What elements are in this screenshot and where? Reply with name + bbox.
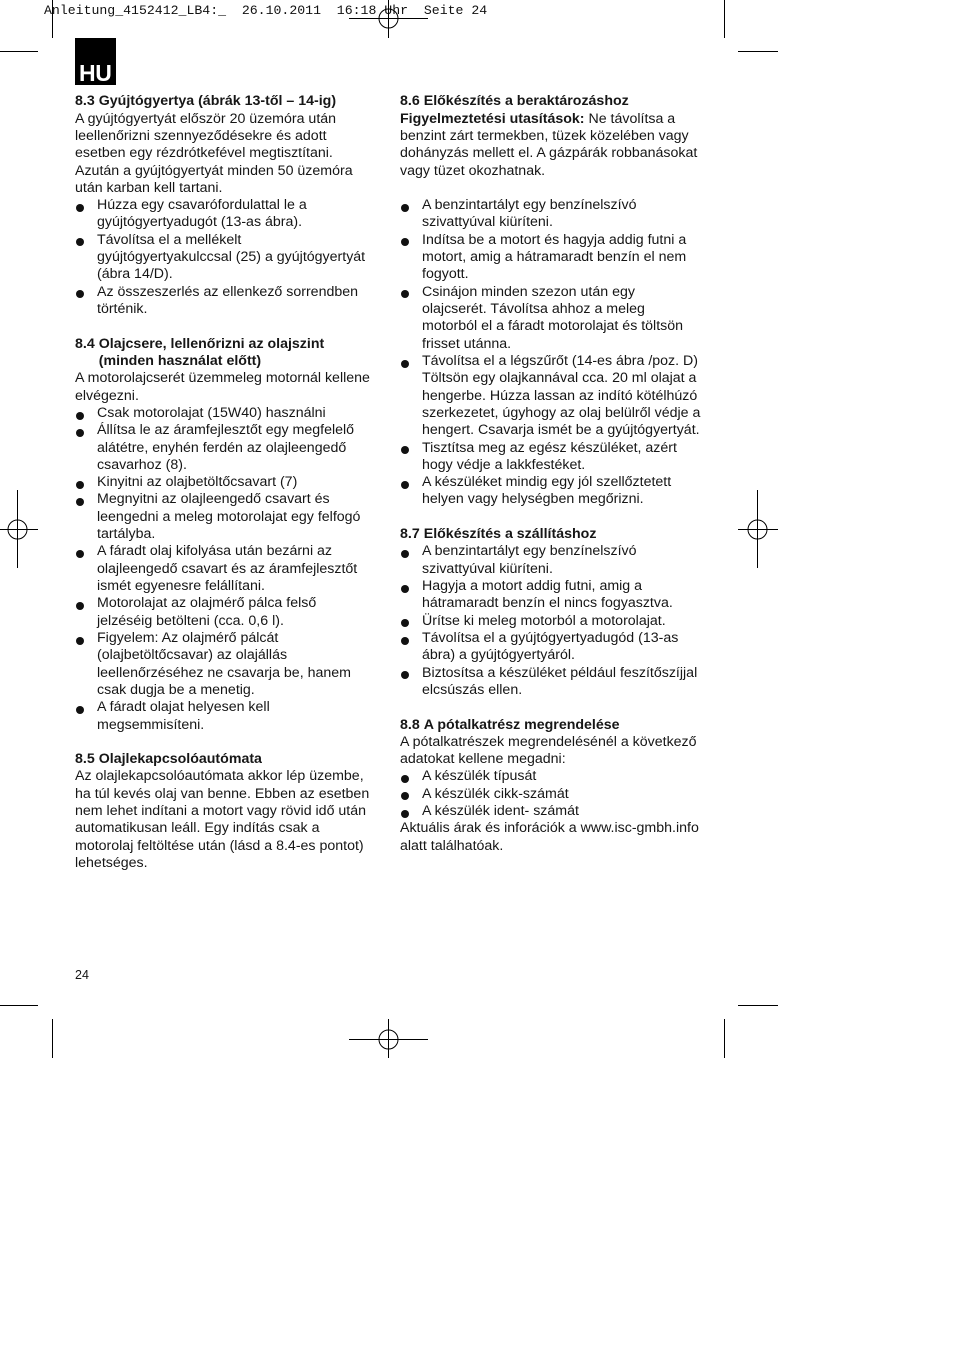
text-line: A benzintartályt egy benzínelszívó	[422, 543, 637, 560]
bullet-dot	[401, 810, 409, 818]
bullet-item	[400, 440, 730, 475]
warning-label: Figyelmeztetési utasítások:	[400, 110, 585, 127]
text-line: A benzintartályt egy benzínelszívó	[422, 197, 637, 214]
bullet-item	[400, 768, 730, 785]
text-line: szerkezetet, úgyhogy az olaj belülről védje a	[422, 404, 701, 421]
bullet-dot	[401, 619, 409, 627]
spacer	[400, 699, 730, 716]
text-line: Húzza egy csavarófordulattal le a	[97, 197, 307, 214]
bullet-text	[97, 197, 385, 232]
section-number: 8.5	[75, 751, 95, 768]
bullet-text	[422, 284, 730, 353]
text-line: Figyelem: Az olajmérő pálcát	[97, 629, 279, 646]
registration-mark-right	[738, 490, 778, 568]
bullet-text	[422, 197, 730, 232]
bullet-dot	[401, 792, 409, 800]
text-line: vagy tüzet okozhatnak.	[400, 162, 546, 179]
text-line: Távolítsa el a légszűrőt (14-es ábra /poz. D)	[422, 352, 698, 369]
section-number: 8.4	[75, 335, 95, 352]
print-slug-line: Anleitung_4152412_LB4:_ 26.10.2011 16:18 Uhr Seite 24	[44, 3, 488, 18]
text-line: után karban kell tartani.	[75, 179, 223, 196]
bullet-item	[75, 699, 385, 734]
crop-mark-bottom-right	[725, 1006, 779, 1059]
bullet-text	[422, 440, 730, 475]
left-column	[75, 93, 385, 872]
text-line: csak dugja be a menetig.	[97, 681, 255, 698]
bullet-dot	[401, 637, 409, 645]
section-title	[424, 93, 629, 110]
text-line: frisset utánna.	[422, 335, 512, 352]
section-heading	[400, 526, 730, 543]
bullet-dot	[401, 671, 409, 679]
section-8-7	[400, 526, 730, 699]
text-line: Azután a gyújtógyertyát minden 50 üzemóra	[75, 162, 353, 179]
text-line: elcsúszás ellen.	[422, 681, 523, 698]
section-number: 8.8	[400, 716, 420, 733]
section-number: 8.7	[400, 526, 420, 543]
bullet-item	[400, 543, 730, 578]
bullet-dot	[76, 429, 84, 437]
section-heading	[75, 751, 385, 768]
bullet-dot	[76, 706, 84, 714]
bullet-text	[422, 665, 730, 700]
text-line: csavarhoz (8).	[97, 456, 187, 473]
bullet-list	[400, 543, 730, 699]
text-line: motorolaj feltöltése után (lásd a 8.4-es pontot)	[75, 837, 364, 854]
section-paragraph	[75, 768, 385, 872]
section-title	[424, 717, 620, 734]
bullet-item	[400, 630, 730, 665]
bullet-item	[75, 405, 385, 422]
bullet-dot	[401, 204, 409, 212]
bullet-text	[97, 595, 385, 630]
text-line: Motorolajat az olajmérő pálca felső	[97, 595, 317, 612]
bullet-text	[97, 491, 385, 543]
section-number: 8.3	[75, 93, 95, 110]
text-line: A készülék ident- számát	[422, 803, 579, 820]
text-line: Indítsa be a motort és hagyja addig futni a	[422, 231, 687, 248]
text-line: hengerbe. Húzza lassan az indító kötélhúzó	[422, 387, 698, 404]
section-paragraph	[75, 370, 385, 405]
bullet-list	[75, 405, 385, 734]
bullet-text	[97, 284, 385, 319]
text-line: Biztosítsa a készüléket például feszítőszíjjal	[422, 664, 698, 681]
page-number: 24	[75, 968, 89, 982]
bullet-text	[97, 422, 385, 474]
text-line: motorból el a fáradt motorolajat és töltsön	[422, 318, 684, 335]
bullet-list	[400, 768, 730, 820]
section-paragraph	[400, 820, 730, 855]
bullet-text	[97, 543, 385, 595]
bullet-item	[75, 284, 385, 319]
text-line: alatt találhatóak.	[400, 837, 504, 854]
bullet-item	[400, 232, 730, 284]
warning-text: Ne távolítsa a	[588, 110, 676, 127]
spacer	[400, 180, 730, 197]
bullet-dot	[76, 238, 84, 246]
spacer	[75, 318, 385, 335]
text-line: ismét egyenesre felállítani.	[97, 578, 265, 595]
bullet-dot	[76, 498, 84, 506]
spacer	[75, 734, 385, 751]
bullet-dot	[76, 637, 84, 645]
text-line: ábra) a gyújtógyertyáról.	[422, 647, 575, 664]
text-line: Csinájon minden szezon után egy	[422, 283, 635, 300]
text-line: hengert. Csavarja ismét be a gyújtógyertyát.	[422, 422, 700, 439]
text-line: (minden használat előtt)	[98, 352, 262, 369]
bullet-dot	[401, 238, 409, 246]
section-heading	[75, 93, 385, 110]
bullet-dot	[401, 775, 409, 783]
bullet-list	[75, 197, 385, 318]
text-line: Kinyitni az olajbetöltőcsavart (7)	[97, 474, 298, 491]
text-line: ha túl kevés olaj van benne. Ebben az esetben	[75, 785, 370, 802]
bullet-item	[75, 232, 385, 284]
bullet-text	[97, 232, 385, 284]
text-line: hogy védje a lakkfestéket.	[422, 456, 586, 473]
bullet-text	[422, 543, 730, 578]
text-line: gyújtógyertyakulccsal (25) a gyújtógyertyát	[97, 249, 366, 266]
bullet-dot	[401, 446, 409, 454]
bullet-dot	[401, 481, 409, 489]
text-line: Gyújtógyertya (ábrák 13-től – 14-ig)	[98, 93, 337, 110]
text-line: fogyott.	[422, 266, 469, 283]
bullet-item	[400, 786, 730, 803]
bullet-item	[75, 543, 385, 595]
text-line: benzint zárt termekben, tüzek közelében vagy	[400, 127, 689, 144]
text-line: Tisztítsa meg az egész készüléket, azért	[422, 439, 677, 456]
bullet-item	[400, 613, 730, 630]
registration-mark-left	[0, 490, 38, 568]
text-line: Aktuális árak és inforációk a www.isc-gmbh.info	[400, 820, 699, 837]
bullet-item	[75, 197, 385, 232]
text-line: A készüléket mindig egy jól szellőztetett	[422, 474, 672, 491]
language-code: HU	[79, 60, 112, 86]
bullet-dot	[76, 204, 84, 212]
text-line: szivattyúval kiüríteni.	[422, 214, 553, 231]
bullet-dot	[76, 602, 84, 610]
text-line: Hagyja a motort addig futni, amig a	[422, 578, 643, 595]
bullet-text	[422, 578, 730, 613]
text-line: olajleengedő csavart és az áramfejlesztőt	[97, 560, 358, 577]
text-line: esetben egy rézdrótkefével megtisztítani.	[75, 145, 333, 162]
crop-mark-top-right	[725, 0, 779, 52]
right-column	[400, 93, 730, 855]
text-line: dohányzás mellett el. A gázpárák robbanásokat	[400, 145, 698, 162]
language-badge	[75, 38, 116, 85]
bullet-text	[422, 768, 730, 785]
warning-first-line	[400, 111, 730, 128]
bullet-item	[400, 353, 730, 440]
text-line: A készülék cikk-számát	[422, 785, 569, 802]
text-line: helyen vagy helységben megőrizni.	[422, 491, 644, 508]
bullet-text	[422, 232, 730, 284]
bullet-item	[400, 578, 730, 613]
bullet-dot	[401, 550, 409, 558]
text-line: Előkészítés a szállításhoz	[423, 526, 597, 543]
bullet-dot	[76, 290, 84, 298]
section-heading	[400, 93, 730, 110]
text-line: adatokat kellene megadni:	[400, 751, 566, 768]
text-line: Megnyitni az olajleengedő csavart és	[97, 491, 330, 508]
section-8-3	[75, 93, 385, 318]
text-line: motort, amig a hátramaradt benzín el nem	[422, 249, 687, 266]
bullet-item	[400, 197, 730, 232]
section-title	[99, 751, 262, 768]
bullet-text	[422, 630, 730, 665]
bullet-item	[400, 284, 730, 353]
text-line: A gyújtógyertyát először 20 üzemóra után	[75, 110, 337, 127]
text-line: leellenőrizni szennyeződésekre és adott	[75, 127, 327, 144]
text-line: Olajlekapcsolóautómata	[98, 751, 262, 768]
bullet-text	[422, 353, 730, 440]
text-line: Távolítsa el a gyújtógyertyadugód (13-as	[422, 629, 679, 646]
text-line: gyújtógyertyadugót (13-as ábra).	[97, 214, 303, 231]
text-line: (olajbetöltőcsavar) az olajállás	[97, 647, 288, 664]
section-title	[99, 93, 336, 110]
bullet-text	[97, 699, 385, 734]
text-line: leellenőrzéséhez ne csavarja be, hanem	[97, 664, 351, 681]
section-8-5	[75, 751, 385, 872]
text-line: megsemmisíteni.	[97, 716, 205, 733]
text-line: automatikusan leáll. Egy indítás csak a	[75, 820, 320, 837]
section-title	[99, 336, 325, 371]
text-line: lehetséges.	[75, 855, 148, 872]
bullet-text	[97, 630, 385, 699]
crop-mark-top-left	[0, 0, 53, 52]
bullet-dot	[76, 481, 84, 489]
bullet-text	[422, 613, 730, 630]
bullet-item	[75, 630, 385, 699]
bullet-item	[75, 422, 385, 474]
text-line: Távolítsa el a mellékelt	[97, 231, 242, 248]
crop-mark-bottom-left	[0, 1006, 53, 1059]
bullet-text	[97, 474, 385, 491]
text-line: A készülék típusát	[422, 768, 537, 785]
bullet-dot	[76, 412, 84, 420]
bullet-item	[400, 665, 730, 700]
bullet-dot	[76, 550, 84, 558]
registration-mark-bottom	[349, 1019, 428, 1058]
bullet-item	[400, 474, 730, 509]
text-line: Ürítse ki meleg motorból a motorolajat.	[422, 612, 666, 629]
text-line: hátramaradt benzín el nincs fogyasztva.	[422, 595, 673, 612]
section-heading	[75, 336, 385, 371]
section-heading	[400, 717, 730, 734]
text-line: Csak motorolajat (15W40) használni	[97, 404, 326, 421]
bullet-text	[422, 474, 730, 509]
text-line: Állítsa le az áramfejlesztőt egy megfelelő	[97, 422, 355, 439]
text-line: jelzéséig betölteni (cca. 0,6 l).	[97, 612, 284, 629]
bullet-text	[422, 786, 730, 803]
bullet-dot	[401, 585, 409, 593]
text-line: A pótalkatrészek megrendelésénél a következő	[400, 733, 697, 750]
text-line: Az olajlekapcsolóautómata akkor lép üzembe,	[75, 768, 364, 785]
text-line: A fáradt olajat helyesen kell	[97, 699, 270, 716]
bullet-item	[75, 491, 385, 543]
spacer	[400, 509, 730, 526]
section-paragraph	[400, 734, 730, 769]
section-8-8	[400, 717, 730, 856]
bullet-list	[400, 197, 730, 509]
text-line: leengedni a meleg motorolajat egy felfogó	[97, 508, 361, 525]
bullet-item	[75, 595, 385, 630]
text-line: olajcserét. Távolítsa ahhoz a meleg	[422, 301, 645, 318]
text-line: A fáradt olaj kifolyása után bezárni az	[97, 543, 333, 560]
bullet-text	[422, 803, 730, 820]
bullet-item	[400, 803, 730, 820]
warning-paragraph	[400, 128, 730, 180]
bullet-text	[97, 405, 385, 422]
bullet-dot	[401, 290, 409, 298]
section-number: 8.6	[400, 93, 420, 110]
section-title	[424, 526, 597, 543]
text-line: Előkészítés a beraktározáshoz	[423, 93, 629, 110]
text-line: A motorolajcserét üzemmeleg motornál kellene	[75, 370, 370, 387]
text-line: Az összeszerlés az ellenkező sorrendben	[97, 283, 359, 300]
registration-mark-top	[349, 0, 428, 38]
text-line: nem lehet indítani a motort vagy rövid idő után	[75, 803, 367, 820]
text-line: történik.	[97, 301, 148, 318]
text-line: Olajcsere, lellenőrizni az olajszint	[98, 335, 325, 352]
text-line: A pótalkatrész megrendelése	[423, 716, 620, 733]
section-paragraph	[75, 111, 385, 198]
text-line: tartályba.	[97, 526, 156, 543]
text-line: Töltsön egy olajkannával cca. 20 ml olajat a	[422, 370, 697, 387]
section-8-4	[75, 336, 385, 734]
bullet-dot	[401, 360, 409, 368]
section-8-6	[400, 93, 730, 509]
text-line: elvégezni.	[75, 387, 139, 404]
text-line: alátétre, enyhén ferdén az olajleengedő	[97, 439, 347, 456]
text-line: (ábra 14/D).	[97, 266, 173, 283]
text-line: szivattyúval kiüríteni.	[422, 560, 553, 577]
bullet-item	[75, 474, 385, 491]
